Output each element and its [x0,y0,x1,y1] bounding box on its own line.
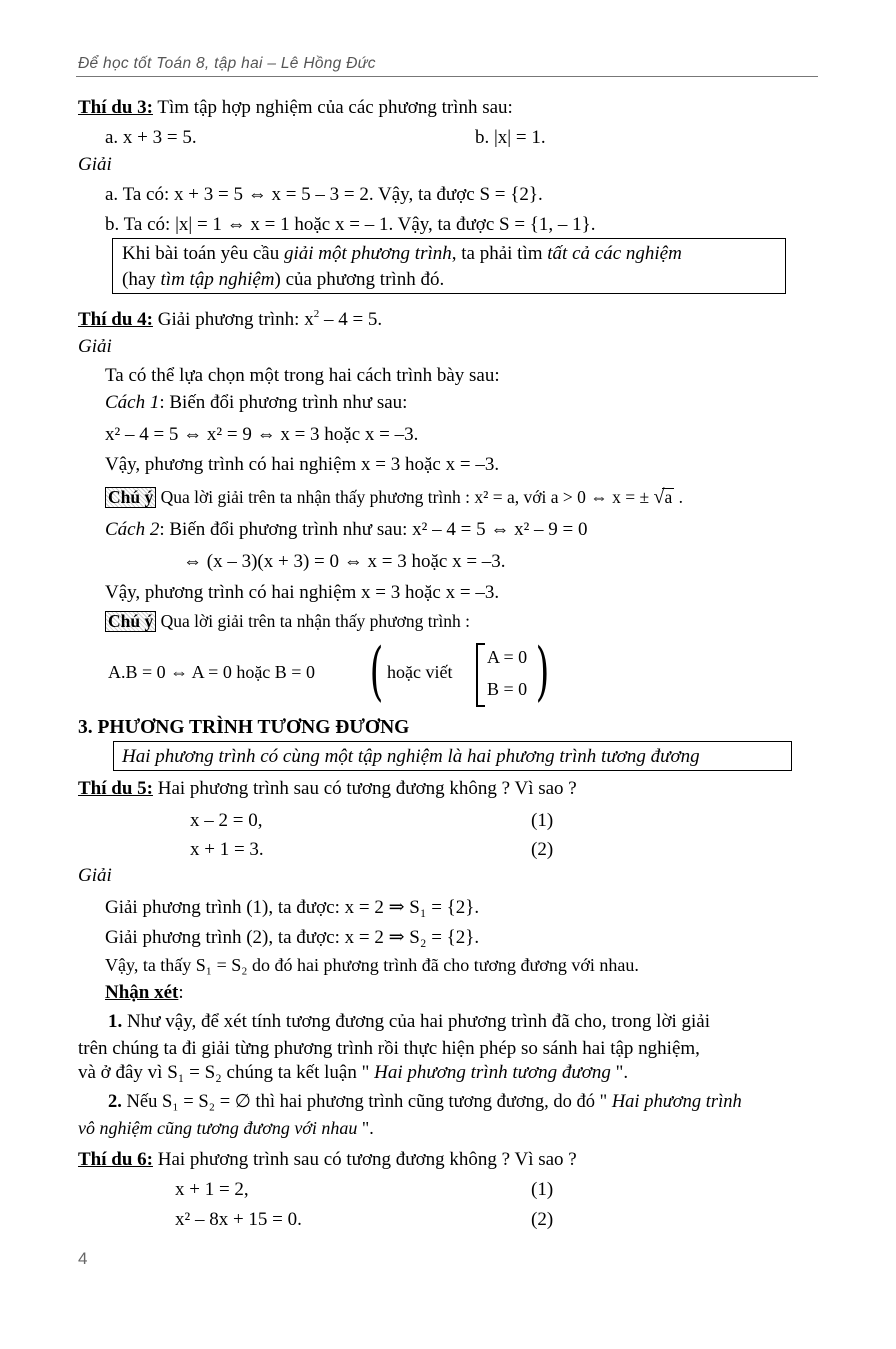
note-emphasis: tất cả các nghiệm [547,243,682,264]
method-1-conclusion: Vậy, phương trình có hai nghiệm x = 3 hoặc x = –3. [105,454,500,475]
remarks-heading [105,983,184,1002]
note-text: (hay [122,269,161,290]
left-paren-icon: ( [369,635,384,709]
remark-emphasis: Hai phương trình tương đương [374,1062,611,1083]
example-4-title [78,309,382,329]
example-6-prompt: Hai phương trình sau có tương đương không ? Vì sao ? [152,1149,577,1170]
page-number: 4 [78,1249,88,1268]
note-emphasis: tìm tập nghiệm [160,269,275,290]
remark-number: 1. [108,1011,123,1032]
method-1-text: : Biến đổi phương trình như sau: [159,392,408,413]
note-text: Khi bài toán yêu cầu [122,243,284,264]
example-6-equation-1-number: (1) [531,1179,554,1200]
remark-text: ". [610,1062,629,1083]
rule-case-a: A = 0 [487,647,528,667]
running-header: Để học tốt Toán 8, tập hai – Lê Hồng Đức [78,55,376,72]
remark-1-end: . [674,487,683,507]
remark-text: Như vậy, để xét tính tương đương của hai phương trình đã cho, trong lời giải [122,1011,711,1032]
example-4-solution-heading: Giải [78,336,112,357]
example-4-intro: Ta có thể lựa chọn một trong hai cách trình bày sau: [105,365,500,386]
remark-1 [105,487,683,508]
header-rule [76,76,818,77]
method-2-derivation: ⇔ (x – 3)(x + 3) = 0 ⇔ x = 3 hoặc x = –3. [183,551,506,572]
method-1-derivation: x² – 4 = 5 ⇔ x² = 9 ⇔ x = 3 hoặc x = –3. [105,424,419,445]
exponent: 2 [313,308,320,320]
note-text: , ta phải tìm [451,243,548,264]
remark-text: Nếu S₁ = S₂ = ∅ thì hai phương trình cũng tương đương, do đó " [121,1092,612,1112]
remark-2-line-2 [78,1119,374,1137]
example-3-solution-a: a. Ta có: x + 3 = 5 ⇔ x = 5 – 3 = 2. Vậy, ta được S = {2}. [105,184,543,205]
example-5-equation-1-number: (1) [531,810,554,831]
left-bracket-icon [476,643,485,707]
example-3-solution-heading: Giải [78,154,112,175]
method-2-conclusion: Vậy, phương trình có hai nghiệm x = 3 hoặc x = –3. [105,582,500,603]
product-zero-rule: A.B = 0 ⇔ A = 0 hoặc B = 0 [108,662,315,682]
example-4-prompt: Giải phương trình: x [152,309,314,330]
example-5-equation-1: x – 2 = 0, [190,810,263,831]
method-2-title [105,520,588,539]
example-3-prompt: Tìm tập hợp nghiệm của các phương trình sau: [152,97,513,118]
sqrt-argument: a [664,487,673,507]
example-6-equation-2: x² – 8x + 15 = 0. [175,1209,302,1230]
method-1-title [105,393,407,412]
example-5-solution-heading: Giải [78,865,112,886]
example-3-title [78,98,513,117]
rule-alternative-label: hoặc viết [387,662,453,682]
example-3-solution-b: b. Ta có: |x| = 1 ⇔ x = 1 hoặc x = – 1. Vậy, ta được S = {1, – 1}. [105,214,596,235]
note-line-2 [122,270,444,289]
rule-case-b: B = 0 [487,679,528,699]
example-5-solution-1: Giải phương trình (1), ta được: x = 2 ⇒ S₁ = {2}. [105,897,480,918]
example-6-label: Thí du 6: [78,1149,153,1170]
remark-text: và ở đây vì S₁ = S₂ chúng ta kết luận " [78,1062,375,1083]
right-paren-icon: ) [535,635,550,709]
remarks-colon: : [178,982,184,1003]
remark-1-line-3 [78,1063,628,1082]
note-text: ) của phương trình đó. [274,269,445,290]
remark-emphasis: vô nghiệm cũng tương đương với nhau [78,1118,358,1138]
example-3-item-b: b. |x| = 1. [475,127,546,148]
example-5-conclusion: Vậy, ta thấy S₁ = S₂ do đó hai phương trình đã cho tương đương với nhau. [105,955,639,975]
note-emphasis: giải một phương trình [283,243,452,264]
definition-text: Hai phương trình có cùng một tập nghiệm là hai phương trình tương đương [122,746,700,767]
method-2-text: : Biến đổi phương trình như sau: x² – 4 = 5 ⇔ x² – 9 = 0 [159,519,588,540]
remark-1-line-1 [108,1012,710,1031]
remark-badge: Chú ý [105,611,156,632]
sqrt-icon: √ [653,486,665,508]
example-5-label: Thí du 5: [78,778,153,799]
example-6-title [78,1150,577,1169]
example-6-equation-2-number: (2) [531,1209,554,1230]
example-4-prompt-end: – 4 = 5. [319,309,383,330]
remark-2-line-1 [108,1093,742,1112]
example-5-equation-2: x + 1 = 3. [190,839,264,860]
example-3-item-a: a. x + 3 = 5. [105,127,197,148]
example-5-title [78,779,577,798]
example-6-equation-1: x + 1 = 2, [175,1179,249,1200]
remark-2 [105,611,470,632]
example-5-prompt: Hai phương trình sau có tương đương không ? Vì sao ? [152,778,577,799]
remark-emphasis: Hai phương trình [611,1092,742,1112]
method-1-label: Cách 1 [105,392,160,413]
section-3-heading: 3. PHƯƠNG TRÌNH TƯƠNG ĐƯƠNG [78,717,410,738]
method-2-label: Cách 2 [105,519,160,540]
remark-badge: Chú ý [105,487,156,508]
remark-text: ". [357,1118,374,1138]
note-line-1 [122,244,682,263]
example-5-solution-2: Giải phương trình (2), ta được: x = 2 ⇒ S₂ = {2}. [105,927,480,948]
example-5-equation-2-number: (2) [531,839,554,860]
remark-number: 2. [108,1092,122,1112]
remark-1-line-2: trên chúng ta đi giải từng phương trình rồi thực hiện phép so sánh hai tập nghiệm, [78,1038,700,1059]
example-3-label: Thí du 3: [78,97,153,118]
remarks-label: Nhận xét [105,982,179,1003]
example-4-label: Thí du 4: [78,309,153,330]
remark-2-text: Qua lời giải trên ta nhận thấy phương trình : [156,611,470,631]
remark-1-text: Qua lời giải trên ta nhận thấy phương trình : x² = a, với a > 0 ⇔ x = ± [156,487,654,507]
